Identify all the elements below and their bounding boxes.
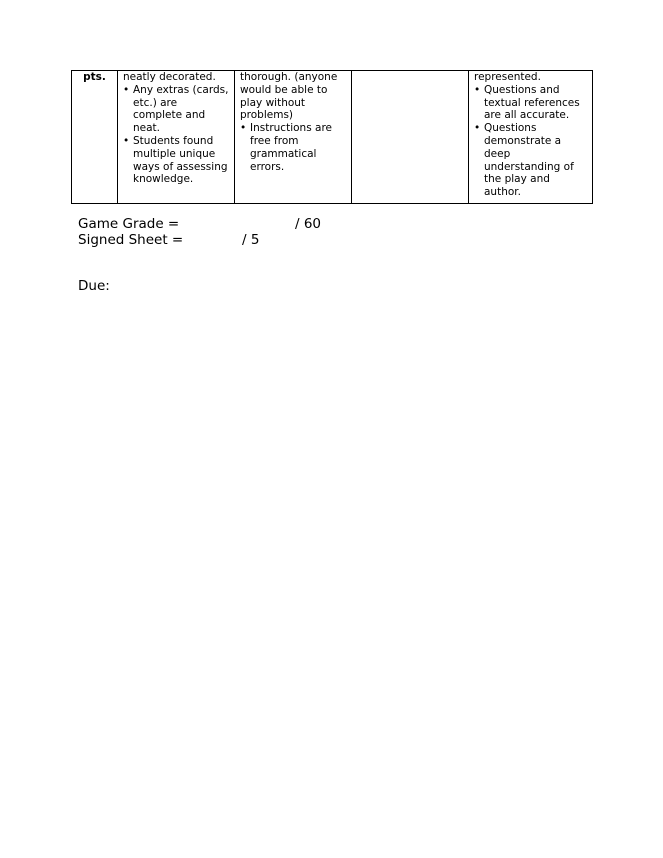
signed-sheet-total: / 5 xyxy=(242,232,260,248)
rubric-cell-4-lead: represented. xyxy=(474,71,541,83)
rubric-row xyxy=(72,71,593,204)
due-label: Due: xyxy=(78,278,110,294)
rubric-cell-4 xyxy=(469,71,593,204)
bullet-icon: • xyxy=(123,83,130,96)
game-grade-total: / 60 xyxy=(295,216,322,232)
rubric-cell-2-lead: thorough. (anyone would be able to play without problems) xyxy=(240,71,338,122)
rubric-cell-3 xyxy=(352,71,469,204)
rubric-cell-1 xyxy=(118,71,235,204)
list-item xyxy=(474,122,587,199)
points-label: pts. xyxy=(83,71,106,83)
game-grade-label: Game Grade = xyxy=(78,216,180,232)
bullet-text: Instructions are free from grammatical errors. xyxy=(250,122,332,173)
rubric-cell-1-bullets xyxy=(123,84,229,186)
bullet-text: Questions and textual references are all accurate. xyxy=(484,83,580,122)
rubric-table xyxy=(71,70,593,204)
list-item xyxy=(474,84,587,122)
bullet-icon: • xyxy=(123,134,130,147)
bullet-text: Any extras (cards, etc.) are complete and neat. xyxy=(133,83,229,135)
bullet-text: Students found multiple unique ways of assessing knowledge. xyxy=(133,134,228,186)
list-item xyxy=(123,84,229,135)
points-label-cell xyxy=(72,71,118,204)
signed-sheet-label: Signed Sheet = xyxy=(78,232,184,248)
rubric-cell-4-bullets xyxy=(474,84,587,199)
bullet-text: Questions demonstrate a deep understanding of the play and author. xyxy=(484,122,574,199)
list-item xyxy=(240,122,346,173)
bullet-icon: • xyxy=(474,83,481,96)
rubric-cell-1-lead: neatly decorated. xyxy=(123,71,216,83)
rubric-cell-2-bullets xyxy=(240,122,346,173)
list-item xyxy=(123,135,229,186)
bullet-icon: • xyxy=(474,122,481,135)
bullet-icon: • xyxy=(240,122,247,135)
rubric-cell-2 xyxy=(235,71,352,204)
